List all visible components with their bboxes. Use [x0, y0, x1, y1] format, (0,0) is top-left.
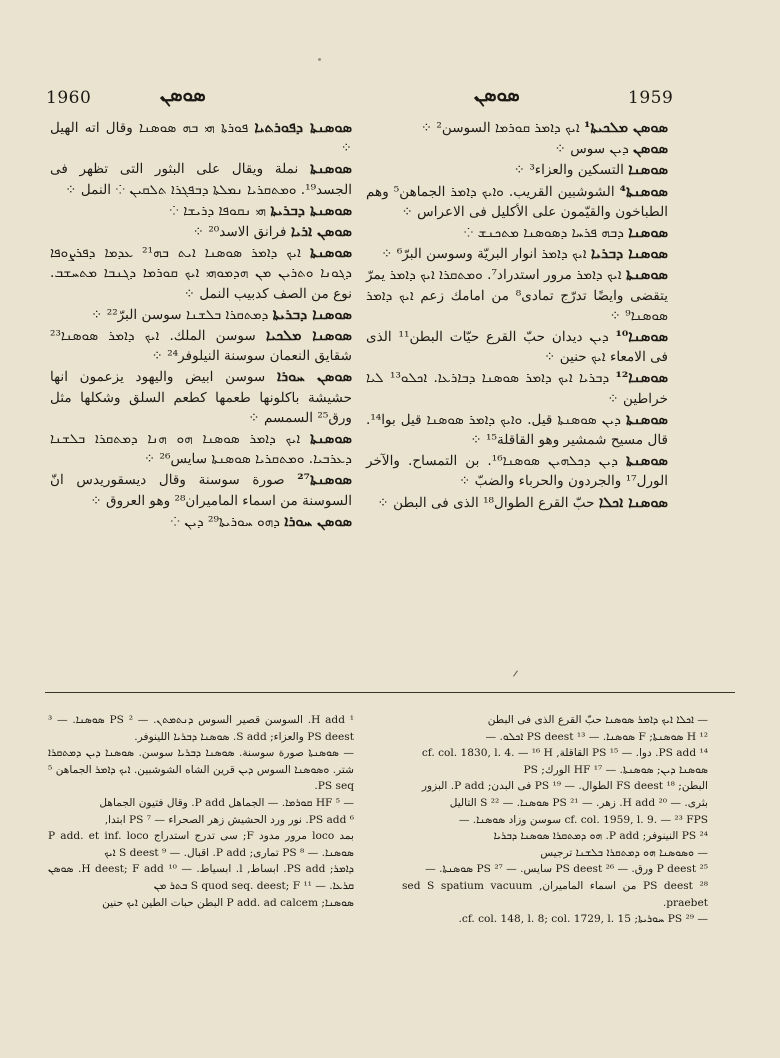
left-page-number: 1960: [46, 88, 92, 108]
footnote-divider: [45, 692, 735, 693]
entry-gloss: ܕܝܢ سوس ⁘: [554, 141, 629, 158]
dictionary-entry: [366, 410, 668, 450]
footnote-line: cf. col. 1959, l. 9. — ²³ FPS سوسن وزاد ܣܘܣܢܐ. —: [458, 813, 708, 826]
entry-headword: ܣܘܣܢܬܐ ܕܦܘܪܬܝܐ: [254, 119, 352, 136]
entry-gloss: ܕܒܗ ܦܪܚܐ ܕܣܘܣܢܐ ܡܬܟܢܫ ⁘: [463, 225, 624, 242]
footnote-line: ܣܘܣܢܐ; P add. ad calcem البطن حبات الطين ܐܝܟ حنين: [102, 896, 354, 909]
dictionary-entry: [366, 118, 668, 138]
left-footnotes: [48, 712, 354, 911]
entry-headword: ܣܘܣܢܬܐ: [309, 244, 353, 262]
dictionary-entry: [366, 139, 668, 159]
left-text-column: [50, 118, 352, 533]
footnote-line: البطن; ¹⁸ FS deest الطوال. — ¹⁹ PS فى البدن; P add. البزور: [421, 780, 708, 793]
entry-gloss: ܕܝܢ ܕܟܠܗܝܢ ܣܘܣܢܐ¹⁶. بن التمساح. والآخر الورل¹⁷ والجردون والحرباء والضبّ ⁘: [366, 453, 668, 490]
right-running-head: ܣܘܣܢ: [474, 84, 520, 106]
dictionary-entry: [366, 265, 668, 326]
entry-gloss: سوسن ابيض واليهود يزعمون انها حشيشة باكلونها طعمها كطعم السلق وشكلها مثل ورق²⁵ السمسم ⁘: [50, 369, 352, 426]
entry-gloss: ܐܝܟ ܕܐܡܪ ܩܘܪܡܐ السوسن² ⁘: [420, 120, 580, 136]
entry-gloss: ܐܝܟ ܕܐܡܪ انوار البريّة وسوسن البرّ⁶ ⁘: [381, 246, 587, 263]
entry-headword: ܣܘܣܢ ܚܘܪܐ: [276, 368, 353, 386]
entry-headword: ܣܘܣܢ ܐܪܝܐ: [290, 223, 352, 241]
entry-gloss: فرانق الاسد²⁰ ⁘: [192, 224, 287, 241]
footnote-line: ¹ H add. السوسن قصير السوس ܕܢܬܡܬܢ. — ² PS ܣܘܣܢܐ. — ³ PS deest والعزاء; S add. ܣܘܣܢܐ ܕܒܪܝܐ اللينوفر.: [48, 714, 354, 743]
dictionary-entry: [50, 201, 352, 221]
entry-headword: ܣܘܣܢ ܡܠܟܝܬܐ¹: [584, 119, 668, 136]
entry-headword: ܣܘܣܢܐ ܡܠܟܝܐ: [265, 327, 352, 345]
footnote-line: ܕܐܡܪ; PS add. ابساط, l. ابسياط. — ¹⁰ H deest; F add. ܣܘܣܢ ܩܪܥܐ. — ¹¹ S quod seq. deest; F ܒܬܪ ܡܢ: [48, 863, 354, 892]
entry-headword: ܣܘܣܢܬܐ: [625, 452, 668, 470]
footnote-line: بمد loco مرور مدود F; سى تدرج استدراج P add. et inf. loco ܣܘܣܢܐ. — ⁸ PS تمارى; P add. اقبال. — ⁹ S deest ܐܝܟ: [48, 830, 354, 859]
dictionary-entry: [50, 512, 352, 532]
entry-gloss: الشوشبين القريب. ܘܐܝܟ ܕܐܡܪ الجماهن⁵ وهم الطباخون والقيّمون على الأكليل فى الاعراس ⁘: [366, 183, 668, 220]
dictionary-entry: [366, 493, 668, 513]
entry-gloss: نملة ويقال على البثور التى تظهر فى الجسد¹⁹. ܘܡܬܩܪܝܐ ܢܡܠܬܐ ܕܒܦܓܪܐ ܬܠܩܝܢ ⁘ النمل ⁘: [50, 161, 352, 198]
entry-gloss: ܐܝܟ ܕܐܡܪ ܣܘܣܢܐ ܐܝܬ ܒܗ²¹ ܥܕܡܐ ܕܦܪܨܘܦܐ ܕܓܘܢܐ ܘܬܪܝܢ ܡܢ ܗܕܡܘܗܝ ܐܝܟ ܩܘܪܡܐ ܕܓܢܒܐ ܡܬܚܫܒ. نوع من الصف كدبيب النمل ⁘: [50, 245, 352, 302]
entry-gloss: ܐܝܟ ܕܐܡܪ ܣܘܣܢܐ ܗܘ ܗܢܐ ܕܡܬܩܪܐ ܒܠܫܢܐ ܕܥܪܒܝܐ. ܘܡܬܩܪܝܐ ܣܘܣܢܬܐ سايس²⁶ ⁘: [50, 431, 352, 468]
footnote-line: ⁶ PS add. نور ورد الحشيش زهر الصحراء — ⁷ PS ابتدا,: [104, 813, 354, 826]
footnote-line: ܣܘܣܢܐ ܕܝܢ; ܣܘܣܢܬܐ. — ¹⁷ HF الورك; PS: [523, 763, 708, 776]
dictionary-entry: [50, 367, 352, 428]
dictionary-entry: [50, 305, 352, 325]
entry-gloss: ܦܘܪܬܐ ܗܝ ܒܗ ܣܘܣܢܐ وقال اته الهيل ⁘: [50, 120, 352, 157]
dictionary-entry: [366, 182, 668, 222]
right-text-column: [366, 118, 668, 514]
dictionary-entry: [366, 160, 668, 180]
footnote-line: — ܣܘܣܢܬܐ صورة سوسنة. ܣܘܣܢܐ ܕܒܪܝܐ سوسن. ܣܘܣܢܐ ܕܝܢ ܕܡܬܩܪܐ شتر. ܘܣܘܣܢܐ السوس ܕܝܢ قرين الشاه الشوشبين. ܐܝܟ ܕܐܡܪ الجماهن ⁵ PS seq.: [48, 747, 354, 793]
dictionary-entry: [50, 429, 352, 469]
dictionary-entry: [50, 118, 352, 158]
entry-headword: ܣܘܣܢܬܐ: [625, 266, 668, 284]
entry-headword: ܣܘܣܢܬܐ⁴: [619, 182, 668, 200]
entry-headword: ܣܘܣܢܐ¹²: [615, 369, 668, 387]
footnote-line: ²⁸ PS deest من اسماء الماميران, sed S spatium vacuum praebet.: [402, 879, 708, 909]
dictionary-entry: [366, 368, 668, 408]
dictionary-entry: [366, 327, 668, 367]
entry-gloss: ܕܝܢ ديدان حبّ القرع حيّات البطن¹¹ الذى فى الامعاء ܐܝܟ حنين ⁘: [366, 329, 668, 366]
entry-gloss: التسكين والعزاء³ ⁘: [513, 162, 624, 179]
dictionary-entry: [50, 222, 352, 242]
right-page-number: 1959: [628, 88, 674, 108]
dictionary-entry: [50, 326, 352, 366]
dictionary-entry: [50, 159, 352, 199]
entry-headword: ܣܘܣܢܬܐ: [625, 410, 668, 428]
left-running-head: ܣܘܣܢ: [160, 84, 206, 106]
footnote-line: ²⁵ P deest ورق. — ²⁶ PS deest سايس. — ²⁷ PS ܣܘܣܢܬܐ. —: [425, 863, 708, 876]
entry-headword: ܣܘܣܢܐ ܕܒܪܝܬܐ: [272, 305, 352, 323]
entry-gloss: ܕܗܘ ܚܘܪܝܬܐ²⁹ ܕܝܢ ⁘: [170, 513, 280, 530]
entry-gloss: صورة سوسنة وقال ديسقوريدس انّ السوسنة من اسماء الماميران²⁸ وهو العروق ⁘: [50, 472, 352, 509]
footnote-line: ¹⁴ PS add. دوا. — ¹⁵ PS القاقلة, cf. col. 1830, l. 4. — ¹⁶ H: [421, 747, 708, 760]
entry-headword: ܣܘܣܢܐ¹⁰: [615, 328, 669, 346]
dictionary-entry: [366, 451, 668, 491]
entry-gloss: حبّ القرع الطوال¹⁸ الذى فى البطن ⁘: [377, 494, 595, 511]
footnote-line: — ²⁹ PS ܚܘܪܝܬܐ; cf. col. 148, l. 8; col. 1729, l. 15.: [458, 913, 708, 926]
ink-speck: [318, 58, 321, 61]
footnote-line: — ⁵ HF ܩܘܪܡܐ. — الجماهل P add. وقال فتيون الجماهل: [99, 796, 354, 809]
entry-headword: ܣܘܣܢܬܐ ܕܒܪܝܬܐ: [270, 201, 352, 219]
dictionary-entry: [366, 244, 668, 264]
entry-gloss: ܐܝܟ ܕܐܡܪ مرور استدراد⁷. ܘܡܬܩܪܐ ܐܝܟ ܕܐܡܪ يمرّ يتقضى وايضًا تدرّج تمادى⁸ من امامك زعم ܐܝܟ ܕܐܡܪ ܣܘܣܢܐ⁹ ⁘: [366, 267, 668, 324]
footnote-line: بثرى. — ²⁰ H add. زهر. — ²¹ PS ܣܘܣܢܐ. — ²² S التاليل: [449, 796, 708, 809]
entry-gloss: ܕܒܪܝܐ ܐܝܟ ܕܐܡܪ ܣܘܣܢܐ ܕܒܐܪܥܐ. ܐܟܠܘ¹³ ܠܝܐ خراطين ⁘: [366, 370, 668, 407]
right-footnotes: [402, 712, 708, 928]
entry-gloss: سوسن الملك. ܐܝܟ ܕܐܡܪ ܣܘܣܢܐ²³ شقايق النعمان سوسنة النيلوفر²⁴ ⁘: [50, 328, 352, 365]
entry-headword: ܣܘܣܢܬܐ: [309, 430, 352, 448]
entry-headword: ܣܘܣܢܐ ܕܒܪܝܐ: [590, 245, 668, 263]
entry-headword: ܣܘܣܢܬܐ²⁷: [297, 471, 352, 489]
entry-gloss: ܗܝ ܢܩܘܦܐ ܕܪܝܫܐ ⁘: [169, 202, 267, 219]
pencil-mark: [513, 670, 518, 676]
entry-headword: ܣܘܣܢ ܚܘܪܐ: [284, 512, 352, 530]
dictionary-entry: [50, 470, 352, 510]
footnote-line: ²⁴ PS النينوفر; P add. ܗܘ ܕܡܬܩܪܐ ܣܘܣܢܐ ܕܒܪܝܐ: [493, 830, 708, 843]
footnote-line: — ܐܟܠܐ ܐܝܟ ܕܐܡܪ ܣܘܣܢܐ حبّ القرع الذى فى البطن: [487, 714, 708, 726]
footnote-line: ¹² H ܣܘܣܢܬܐ; F ܣܘܣܢܐ. — ¹³ PS deest ܐܟܠܘ. —: [485, 730, 708, 743]
entry-headword: ܣܘܣܢܐ: [628, 224, 668, 242]
entry-headword: ܣܘܣܢ: [633, 140, 668, 158]
entry-headword: ܣܘܣܢܬܐ: [309, 160, 352, 178]
footnote-line: — ܘܣܘܣܢܐ ܗܘ ܕܡܬܩܪܐ ܒܠܫܢܐ ترجيس: [540, 846, 708, 859]
entry-headword: ܣܘܣܢܐ: [628, 161, 668, 179]
entry-headword: ܣܘܣܢܐ ܐܟܠܐ: [598, 493, 668, 511]
dictionary-entry: [50, 243, 352, 304]
entry-gloss: ܕܝܢ ܣܘܣܢܬܐ قيل. ܘܐܝܟ ܕܐܡܪ ܣܘܣܢܐ قيل بوا¹⁴. قال مسيح شمشير وهو القاقلة¹⁵ ⁘: [366, 411, 668, 449]
dictionary-entry: [366, 223, 668, 243]
entry-gloss: ܕܡܬܩܪܐ ܒܠܫܢܐ سوسن البرّ²² ⁘: [91, 306, 269, 323]
